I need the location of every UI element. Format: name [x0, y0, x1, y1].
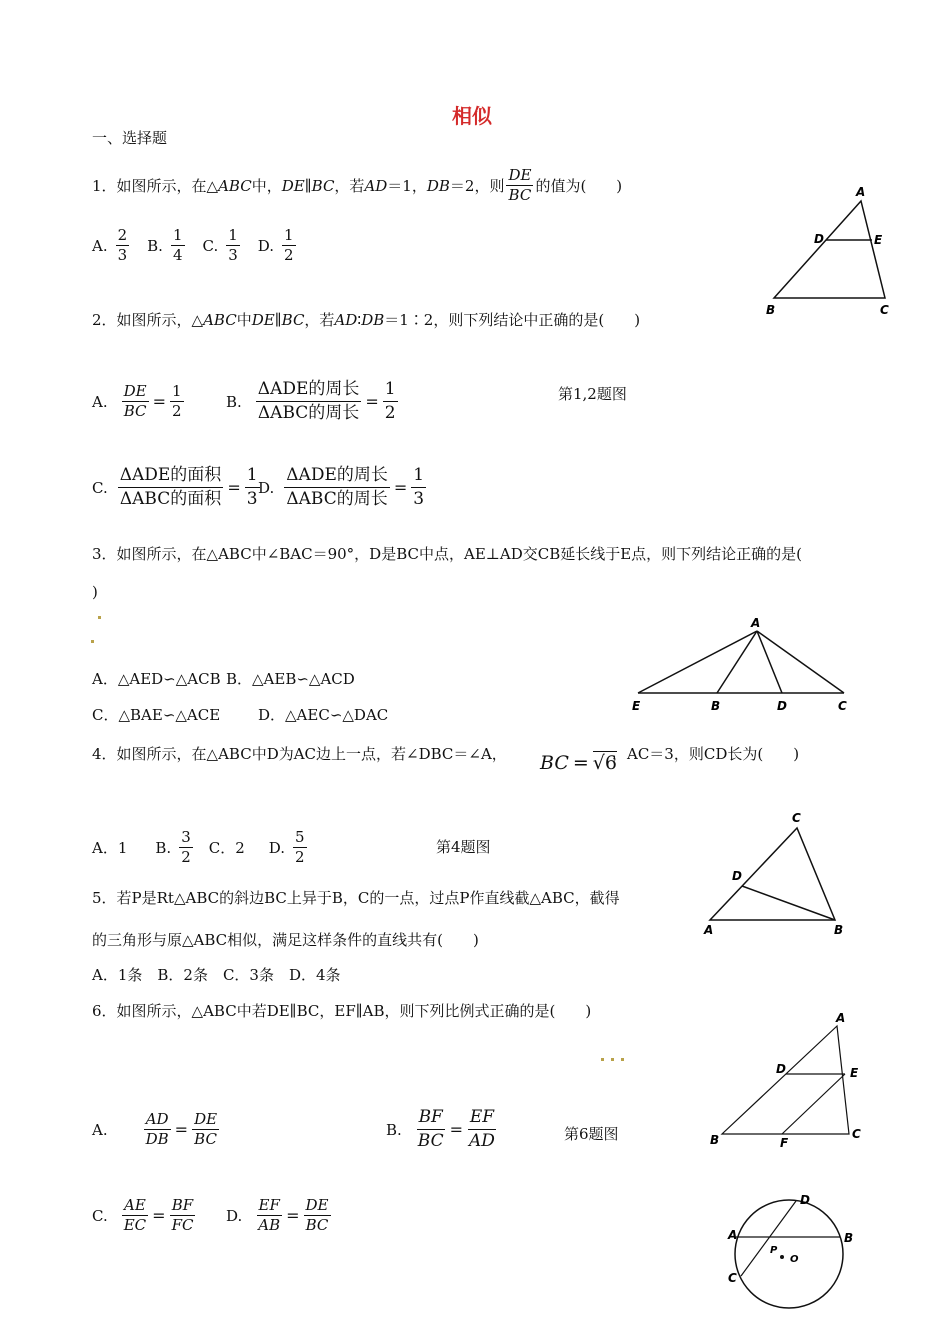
- q1-fraction: $\frac{DE}{BC}$: [508, 166, 532, 204]
- question-1-stem: 1．如图所示，在△ ABC 中， DE∥BC ，若 AD ＝1， DB ＝2，则 $\frac{DE}{BC}$ 的值为( ): [92, 166, 623, 204]
- q3-option-d: D．△AEC∽△DAC: [258, 706, 389, 724]
- fig3-label-b: B: [711, 699, 721, 713]
- q6-option-c: C. $\frac{AE}{EC}$ = $\frac{BF}{FC}$: [92, 1196, 194, 1234]
- fig6-label-a: A: [836, 1011, 846, 1025]
- fig7-label-o: O: [790, 1254, 799, 1265]
- figure-6-caption: 第6题图: [564, 1125, 619, 1143]
- fig4-label-a: A: [704, 923, 714, 937]
- page-title: 相似: [452, 104, 492, 128]
- question-4-stem-b: ，AC＝3，则CD长为( ): [612, 745, 800, 763]
- question-3-stem-end: ): [92, 583, 98, 601]
- fig7-label-c: C: [728, 1271, 737, 1285]
- question-3-stem: 3．如图所示，在△ABC中∠BAC＝90°，D是BC中点，AE⊥AD交CB延长线于E点，则下列结论正确的是(: [92, 545, 803, 563]
- figure-4-caption: 第4题图: [436, 838, 491, 856]
- q3-option-c: C．△BAE∽△ACE: [92, 706, 221, 724]
- fig7-label-b: B: [844, 1231, 854, 1245]
- fig3-label-c: C: [838, 699, 847, 713]
- figure-4: [700, 806, 860, 938]
- figure-1-2-caption: 第1,2题图: [558, 385, 627, 403]
- fig12-label-e: E: [874, 233, 883, 247]
- q2-option-b: B. $\frac{\text{ΔADE的周长}}{\text{ΔABC的周长}}$ = $\frac{1}{2}$: [226, 379, 396, 423]
- figure-6: [704, 1008, 874, 1150]
- fig12-label-b: B: [766, 303, 776, 317]
- question-5-options: A．1条 B．2条 C．3条 D．4条: [92, 966, 341, 984]
- fig7-label-p: P: [770, 1245, 778, 1256]
- fig3-label-a: A: [751, 616, 761, 630]
- question-5-line-1: 5．若P是Rt△ABC的斜边BC上异于B，C的一点，过点P作直线截△ABC，截得: [92, 889, 620, 907]
- question-1-options: A. $\frac{2}{3}$ B. $\frac{1}{4}$ C. $\frac{1}{3}$ D. $\frac{1}{2}$: [92, 226, 294, 264]
- fig6-label-c: C: [852, 1127, 861, 1141]
- question-6-stem: 6．如图所示，△ABC中若DE∥BC，EF∥AB，则下列比例式正确的是( ): [92, 1002, 592, 1020]
- fig12-label-a: A: [856, 185, 866, 199]
- q3-option-a: A．△AED∽△ACB: [92, 670, 221, 688]
- fig4-label-b: B: [834, 923, 844, 937]
- fig6-label-d: D: [776, 1062, 786, 1076]
- fig7-label-a: A: [728, 1228, 738, 1242]
- q2-option-d: D. $\frac{\text{ΔADE的周长}}{\text{ΔABC的周长}}$ = $\frac{1}{3}$: [258, 465, 425, 509]
- q2-option-c: C. $\frac{\text{ΔADE的面积}}{\text{ΔABC的面积}}$ = $\frac{1}{3}$: [92, 465, 258, 509]
- q6-option-b: B. $\frac{BF}{BC}$ = $\frac{EF}{AD}$: [386, 1107, 495, 1151]
- fig4-label-c: C: [792, 811, 801, 825]
- fig4-label-d: D: [732, 869, 742, 883]
- fig6-label-b: B: [710, 1133, 720, 1147]
- question-4-options: A．1 B. $\frac{3}{2}$ C．2 D. $\frac{5}{2}$: [92, 828, 305, 866]
- q2-option-a: A. $\frac{DE}{BC}$ = $\frac{1}{2}$: [92, 382, 182, 420]
- fig12-label-c: C: [880, 303, 889, 317]
- fig12-label-d: D: [814, 232, 824, 246]
- figure-3: [626, 614, 856, 718]
- q6-option-d: D. $\frac{EF}{AB}$ = $\frac{DE}{BC}$: [226, 1196, 329, 1234]
- figure-1-2: [760, 182, 900, 318]
- q3-option-b: B．△AEB∽△ACD: [226, 670, 355, 688]
- figure-7-circle: [720, 1190, 860, 1314]
- q6-option-a: A. $\frac{AD}{DB}$ = $\frac{DE}{BC}$: [92, 1110, 218, 1148]
- fig7-label-d: D: [800, 1193, 810, 1207]
- fig3-label-e: E: [632, 699, 641, 713]
- section-heading: 一、选择题: [92, 129, 168, 147]
- fig3-label-d: D: [777, 699, 787, 713]
- question-4-stem-a: 4．如图所示，在△ABC中D为AC边上一点，若∠DBC＝∠A，: [92, 745, 507, 763]
- q4-bc-expression: BC = √6: [540, 752, 617, 774]
- question-2-stem: 2．如图所示，△ABC中DE∥BC，若AD∶DB＝1∶2，则下列结论中正确的是( ): [92, 311, 641, 329]
- question-5-line-2: 的三角形与原△ABC相似，满足这样条件的直线共有( ): [92, 931, 479, 949]
- fig6-label-f: F: [780, 1136, 789, 1150]
- fig6-label-e: E: [850, 1066, 859, 1080]
